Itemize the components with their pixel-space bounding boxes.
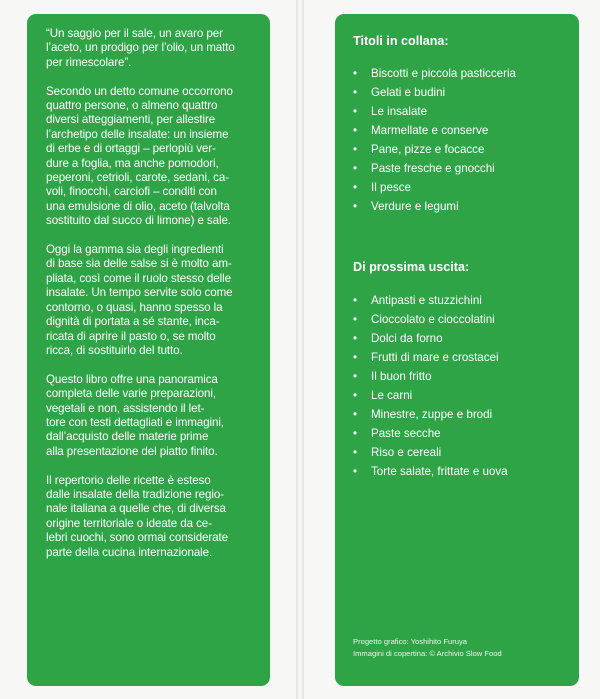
bullet-icon: •	[353, 446, 358, 459]
description-panel	[27, 14, 270, 686]
series-list-item: • Pane, pizze e focacce	[353, 140, 573, 159]
upcoming-list-item: • Minestre, zuppe e brodi	[353, 405, 573, 424]
credits	[353, 636, 573, 660]
design-credit: Progetto grafico: Yoshihito Furuya	[353, 637, 467, 646]
description-paragraph-repertoire: Il repertorio delle ricette è esteso dalle insalate della tradizione regio- nale italiana a quelle che, di diversa origine territoriale o ideate da ce- lebri cuochi, sono ormai considerate parte della cucina internazionale.	[46, 473, 228, 559]
series-list	[353, 64, 573, 216]
description-paragraph-book: Questo libro offre una panoramica completa delle varie preparazioni, vegetali e non, assistendo il let- tore con testi dettagliati e immagini, dall’acquisto delle materie prime alla presentazione del piatto finito.	[46, 372, 224, 458]
series-list-item: • Le insalate	[353, 102, 573, 121]
bullet-icon: •	[353, 389, 358, 402]
bullet-icon: •	[353, 143, 358, 156]
bullet-icon: •	[353, 351, 358, 364]
series-heading: Titoli in collana:	[353, 34, 449, 48]
bullet-icon: •	[353, 370, 358, 383]
upcoming-list-item: • Antipasti e stuzzichini	[353, 291, 573, 310]
bullet-icon: •	[353, 67, 358, 80]
bullet-icon: •	[353, 181, 358, 194]
series-list-item: • Marmellate e conserve	[353, 121, 573, 140]
description-paragraph-quote: “Un saggio per il sale, un avaro per l’aceto, un prodigo per l’olio, un matto per rimescolare”.	[46, 27, 235, 69]
upcoming-list-item: • Torte salate, frittate e uova	[353, 462, 573, 481]
bullet-icon: •	[353, 465, 358, 478]
description-paragraph-today: Oggi la gamma sia degli ingredienti di base sia delle salse si è molto am- pliata, così come il ruolo stesso delle insalate. Un tempo servite solo come contorno, o quasi, hanno spesso la dignità di portata a sé stante, inca- ricata di aprire il pasto o, se molto ricca, di sostituirlo del tutto.	[46, 243, 233, 357]
bullet-icon: •	[353, 86, 358, 99]
bullet-icon: •	[353, 294, 358, 307]
bullet-icon: •	[353, 332, 358, 345]
upcoming-list-item: • Paste secche	[353, 424, 573, 443]
series-list-item: • Biscotti e piccola pasticceria	[353, 64, 573, 83]
upcoming-list-item: • Cioccolato e cioccolatini	[353, 310, 573, 329]
bullet-icon: •	[353, 162, 358, 175]
upcoming-list-item: • Riso e cereali	[353, 443, 573, 462]
series-list-item: • Il pesce	[353, 178, 573, 197]
cover-credit: Immagini di copertina: © Archivio Slow Food	[353, 649, 502, 658]
upcoming-list-item: • Frutti di mare e crostacei	[353, 348, 573, 367]
upcoming-list-item: • Dolci da forno	[353, 329, 573, 348]
description-text	[46, 27, 260, 574]
page-fold	[296, 0, 304, 699]
bullet-icon: •	[353, 105, 358, 118]
bullet-icon: •	[353, 427, 358, 440]
bullet-icon: •	[353, 124, 358, 137]
upcoming-list-item: • Il buon fritto	[353, 367, 573, 386]
bullet-icon: •	[353, 313, 358, 326]
series-list-item: • Gelati e budini	[353, 83, 573, 102]
series-list-item: • Verdure e legumi	[353, 197, 573, 216]
series-panel	[335, 14, 579, 686]
upcoming-list-item: • Le carni	[353, 386, 573, 405]
bullet-icon: •	[353, 200, 358, 213]
upcoming-heading: Di prossima uscita:	[353, 260, 470, 274]
bullet-icon: •	[353, 408, 358, 421]
upcoming-list	[353, 291, 573, 481]
series-list-item: • Paste fresche e gnocchi	[353, 159, 573, 178]
description-paragraph-saying: Secondo un detto comune occorrono quattro persone, o almeno quattro diversi atteggiamenti, per allestire l’archetipo delle insalate: un insieme di erbe e di ortaggi – perlopiù ver- dure a foglia, ma anche pomodori, peperoni, cetrioli, carote, sedani, ca- voli, finocchi, carciofi – conditi con una emulsione di olio, aceto (talvolta sostituito dal succo di limone) e sale.	[46, 84, 233, 228]
